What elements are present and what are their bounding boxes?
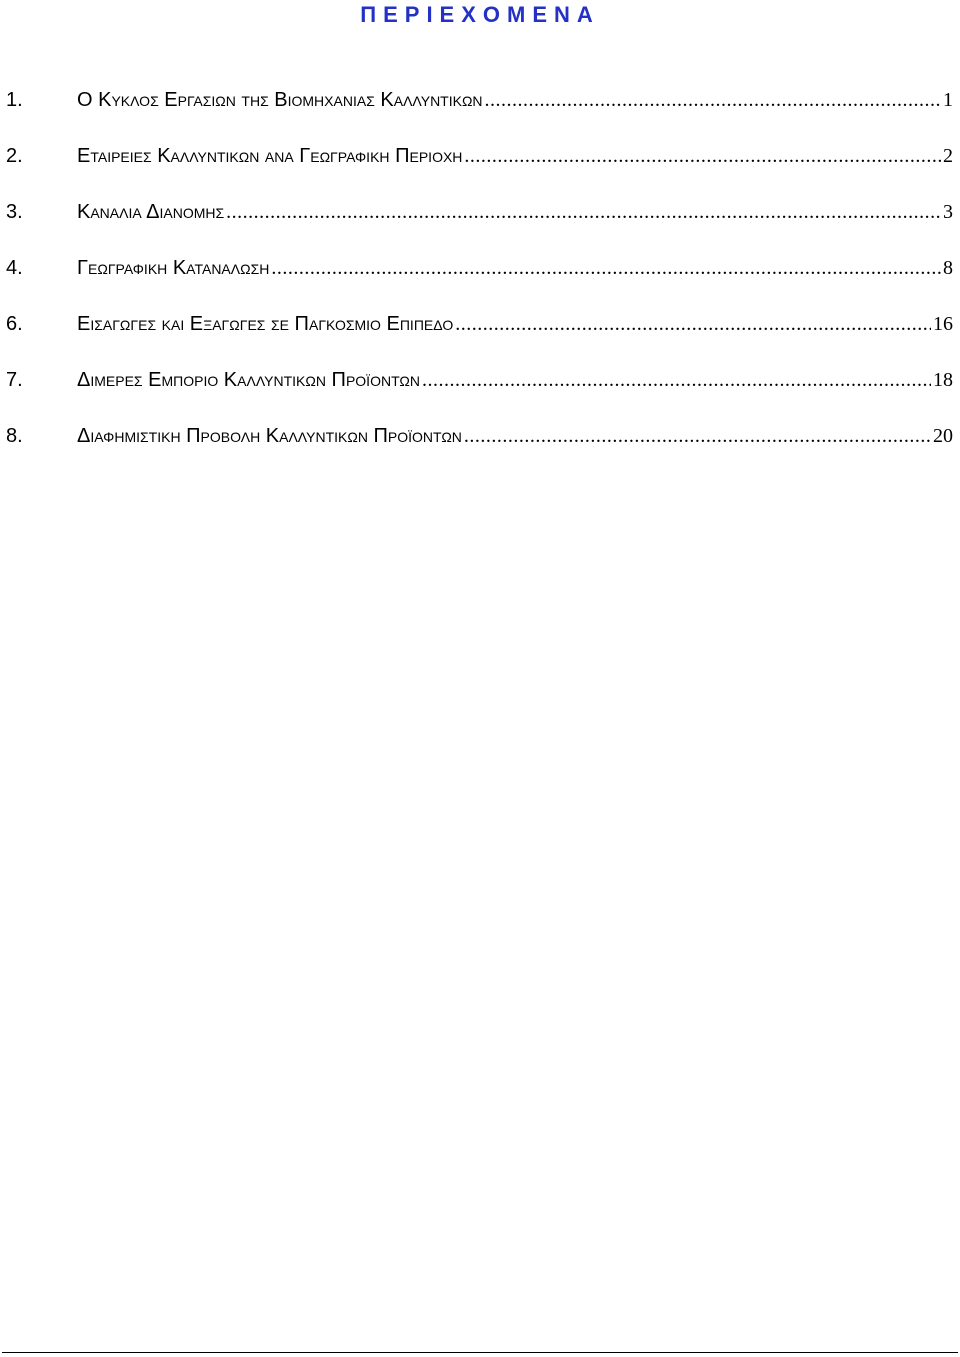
toc-entry-number: 7. <box>6 369 23 391</box>
toc-leader-dots <box>226 199 941 225</box>
toc-leader-dots <box>271 255 941 281</box>
toc-leader-dots <box>485 87 941 113</box>
toc-entry-7[interactable] <box>6 367 953 393</box>
toc-entry-2[interactable] <box>6 143 953 169</box>
toc-entry-page: 1 <box>943 89 953 111</box>
toc-entry-title: Διαφημιστικη Προβολη Καλλυντικων Προϊοντων <box>77 425 462 447</box>
toc-entry-3[interactable] <box>6 199 953 225</box>
toc-entry-1[interactable] <box>6 87 953 113</box>
page-title: ΠΕΡΙΕΧΟΜΕΝΑ <box>360 2 600 27</box>
toc-entry-title: Καναλια Διανομης <box>77 201 225 223</box>
toc-entry-number: 8. <box>6 425 23 447</box>
toc-entry-page: 3 <box>943 201 953 223</box>
toc-entry-6[interactable] <box>6 311 953 337</box>
toc-entry-number: 3. <box>6 201 23 223</box>
table-of-contents <box>0 0 960 460</box>
toc-leader-dots <box>422 367 931 393</box>
toc-entry-page: 20 <box>933 425 953 447</box>
toc-entry-title: Γεωγραφικη Καταναλωση <box>77 257 270 279</box>
toc-entry-8[interactable] <box>6 423 953 449</box>
toc-entry-title: Ο Κυκλος Εργασιων της Βιομηχανιας Καλλυντικων <box>77 89 483 111</box>
toc-entry-number: 6. <box>6 313 23 335</box>
toc-entry-title: Εισαγωγες και Εξαγωγες σε Παγκοσμιο Επιπεδο <box>77 313 454 335</box>
toc-entry-number: 4. <box>6 257 23 279</box>
toc-entry-page: 18 <box>933 369 953 391</box>
toc-entry-number: 1. <box>6 89 23 111</box>
toc-entry-page: 16 <box>933 313 953 335</box>
toc-leader-dots <box>464 143 941 169</box>
toc-entry-title: Διμερες Εμποριο Καλλυντικων Προϊοντων <box>77 369 420 391</box>
toc-entry-page: 8 <box>943 257 953 279</box>
toc-entry-page: 2 <box>943 145 953 167</box>
toc-leader-dots <box>455 311 931 337</box>
footer-divider <box>2 1352 958 1353</box>
toc-entry-4[interactable] <box>6 255 953 281</box>
toc-leader-dots <box>464 423 931 449</box>
toc-entry-title: Εταιρειες Καλλυντικων ανα Γεωγραφικη Περιοχη <box>77 145 463 167</box>
toc-entry-number: 2. <box>6 145 23 167</box>
